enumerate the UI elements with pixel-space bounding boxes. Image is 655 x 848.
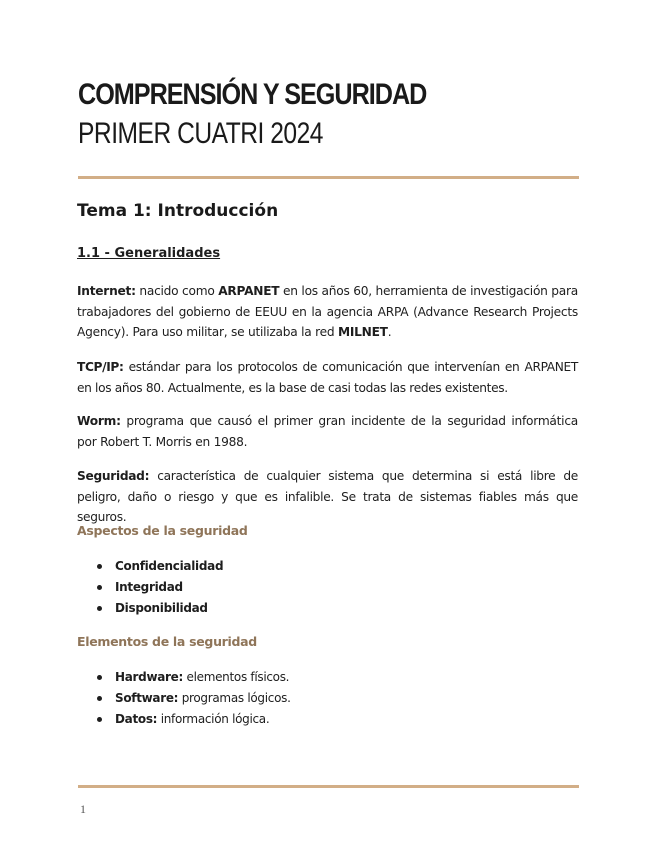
paragraph-internet: Internet: nacido como ARPANET en los años 60, herramienta de investigación para trabajadores del gobierno de EEUU en la agencia ARPA (Advance Research Projects Agency). Para uso militar, se utilizaba la red MILNET. xyxy=(77,284,578,339)
paragraph-worm: Worm: programa que causó el primer gran incidente de la seguridad informática por Robert T. Morris en 1988. xyxy=(77,414,578,449)
subsection-heading: 1.1 - Generalidades xyxy=(77,246,221,261)
list-item: Hardware: elementos físicos. xyxy=(97,667,291,688)
elementos-list xyxy=(97,667,291,730)
list-item: Disponibilidad xyxy=(97,598,223,619)
term-internet: Internet: xyxy=(77,284,136,298)
page-number: 1 xyxy=(80,802,86,816)
aspectos-heading: Aspectos de la seguridad xyxy=(77,523,248,538)
bullet-icon xyxy=(97,564,102,569)
list-item: Confidencialidad xyxy=(97,556,223,577)
paragraph-tcpip: TCP/IP: estándar para los protocolos de comunicación que intervenían en ARPANET en los años 80. Actualmente, es la base de casi todas las redes existentes. xyxy=(77,360,578,395)
aspectos-list xyxy=(97,556,223,619)
section-heading: Tema 1: Introducción xyxy=(77,201,279,221)
bullet-icon xyxy=(97,606,102,611)
list-item: Datos: información lógica. xyxy=(97,709,291,730)
bullet-icon xyxy=(97,696,102,701)
term-worm: Worm: xyxy=(77,414,121,428)
bullet-icon xyxy=(97,675,102,680)
document-subtitle: PRIMER CUATRI 2024 xyxy=(78,117,323,150)
footer-divider xyxy=(78,785,579,788)
elementos-heading: Elementos de la seguridad xyxy=(77,634,257,649)
term-arpanet: ARPANET xyxy=(218,284,280,298)
paragraph-seguridad: Seguridad: característica de cualquier sistema que determina si está libre de peligro, daño o riesgo y que es infalible. Se trata de sistemas fiables más que seguros. xyxy=(77,469,578,524)
header-divider xyxy=(78,176,579,179)
list-item: Software: programas lógicos. xyxy=(97,688,291,709)
term-milnet: MILNET xyxy=(337,325,388,339)
document-title: COMPRENSIÓN Y SEGURIDAD xyxy=(78,78,427,111)
list-item: Integridad xyxy=(97,577,223,598)
bullet-icon xyxy=(97,585,102,590)
term-tcpip: TCP/IP: xyxy=(77,360,124,374)
term-seguridad: Seguridad: xyxy=(77,469,150,483)
bullet-icon xyxy=(97,717,102,722)
